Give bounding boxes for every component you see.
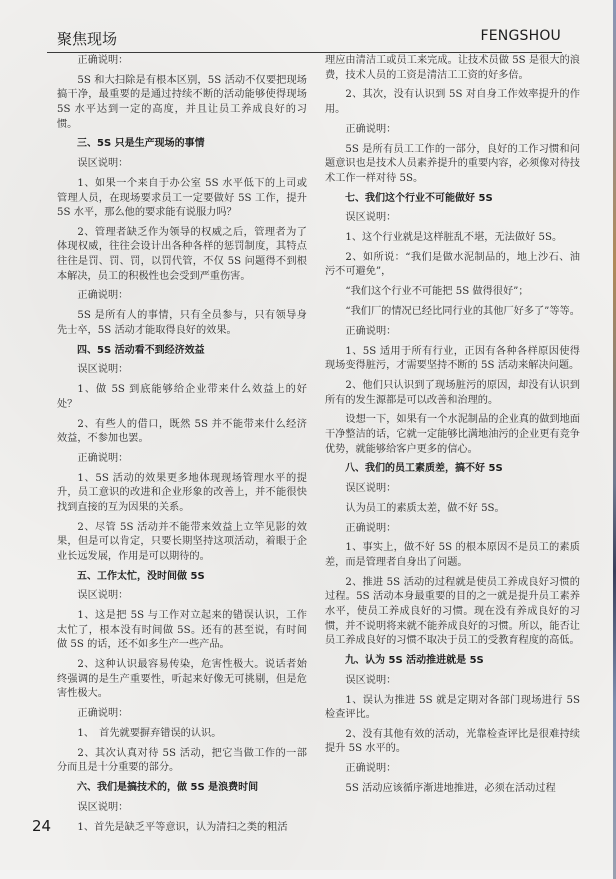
- explanation-label: 误区说明：: [345, 483, 397, 495]
- page-header: [57, 28, 561, 50]
- page-number: 24: [32, 817, 52, 835]
- explanation-label: 正确说明：: [77, 708, 129, 720]
- paragraph: 2、没有其他有效的活动，光靠检查评比是很难持续提升 5S 水平的。: [325, 728, 580, 755]
- paragraph: 2、其次，没有认识到 5S 对自身工作效率提升的作用。: [325, 89, 580, 115]
- explanation-label: 正确说明：: [77, 452, 129, 464]
- explanation-label: 正确说明：: [77, 55, 129, 66]
- paragraph: 2、尽管 5S 活动并不能带来效益上立竿见影的效果，但是可以肯定，只要长期坚持这项活动，着眼于企业长远发展，作用是可以期待的。: [57, 521, 307, 562]
- paragraph: 1、这个行业就是这样脏乱不堪，无法做好 5S。: [345, 232, 563, 244]
- explanation-label: 正确说明：: [77, 290, 129, 302]
- paragraph-continuation: 理应由清洁工或员工来完成。让技术员做 5S 是很大的浪费，技术人员的工资是清洁工工资的好多倍。: [325, 55, 580, 81]
- paragraph: 5S 和大扫除是有根本区别，5S 活动不仅要把现场搞干净，最重要的是通过持续不断的活动能够使得现场 5S 水平达到一定的高度，并且让员工养成良好的习惯。: [57, 74, 307, 130]
- explanation-label: 误区说明：: [77, 364, 129, 376]
- section-heading: 九、认为 5S 活动推进就是 5S: [345, 654, 484, 666]
- explanation-label: 误区说明：: [77, 801, 129, 813]
- section-heading: 五、工作太忙，没时间做 5S: [77, 570, 205, 582]
- paragraph: “我们这个行业不可能把 5S 做得很好”；: [345, 286, 529, 298]
- paragraph: 1、 首先就要摒弃错误的认识。: [77, 727, 222, 739]
- explanation-label: 误区说明：: [77, 158, 129, 170]
- paragraph: 5S 活动应该循序渐进地推进，必须在活动过程: [345, 783, 556, 795]
- paragraph: 1、事实上，做不好 5S 的根本原因不是员工的素质差，而是管理者自身出了问题。: [325, 542, 580, 568]
- header-rule: [47, 52, 562, 53]
- paragraph: 2、其次认真对待 5S 活动，把它当做工作的一部分而且是十分重要的部分。: [57, 747, 307, 774]
- paragraph: 2、他们只认识到了现场脏污的原因，却没有认识到所有的发生源都是可以改善和治理的。: [325, 379, 580, 406]
- paragraph: 2、推进 5S 活动的过程就是使员工养成良好习惯的过程。5S 活动本身最重要的目的之一就是提升员工素养水平，使员工养成良好的习惯。现在没有养成良好的习惯，并不说明将来就不能养成良好的习惯。所以，能否让员工养成良好的习惯不取决于员工的受教育程度的高低。: [325, 576, 580, 647]
- left-column: [57, 54, 307, 840]
- paragraph: 1、误认为推进 5S 就是定期对各部门现场进行 5S 检查评比。: [325, 694, 580, 721]
- explanation-label: 正确说明：: [345, 123, 397, 135]
- paragraph: 2、管理者缺乏作为领导的权威之后，管理者为了体现权威，往往会设计出各种各样的惩罚制度，其特点往往是罚、罚、罚，以罚代管，不仅 5S 问题得不到根本解决，员工的积极性也会受到严重伤害。: [57, 226, 307, 282]
- paragraph: 5S 是所有员工工作的一部分，良好的工作习惯和问题意识也是技术人员素养提升的重要内容，必须像对待技术工作一样对待 5S。: [325, 143, 580, 184]
- paragraph: 2、有些人的借口，既然 5S 并不能带来什么经济效益，不参加也罢。: [57, 418, 307, 445]
- paragraph: 1、这是把 5S 与工作对立起来的错误认识，工作太忙了，根本没有时间做 5S。还有的甚至说，有时间做 5S 的话，还不如多生产一些产品。: [57, 610, 307, 651]
- paragraph: 认为员工的素质太差，做不好 5S。: [345, 502, 505, 514]
- section-heading: 三、5S 只是生产现场的事情: [77, 138, 205, 150]
- explanation-label: 正确说明：: [345, 763, 397, 775]
- section-heading: 六、我们是搞技术的，做 5S 是浪费时间: [77, 782, 259, 794]
- section-heading: 四、5S 活动看不到经济效益: [77, 344, 205, 356]
- section-heading: 八、我们的员工素质差，搞不好 5S: [345, 463, 503, 475]
- paragraph: 1、5S 活动的效果更多地体现现场管理水平的提升，员工意识的改进和企业形象的改善上，并不能很快找到直接的互为因果的关系。: [57, 472, 307, 513]
- explanation-label: 误区说明：: [77, 590, 129, 602]
- paragraph: 5S 是所有人的事情，只有全员参与，只有领导身先士卒，5S 活动才能取得良好的效果。: [57, 310, 307, 336]
- paragraph: 设想一下，如果有一个水泥制品的企业真的做到地面干净整洁的话，它就一定能够比满地油污的企业更有竞争优势，就能够给客户更多的信心。: [325, 414, 580, 455]
- paragraph: 2、如所说：“我们是做水泥制品的，地上沙石、油污不可避免”，: [325, 251, 580, 278]
- explanation-label: 误区说明：: [345, 212, 397, 224]
- explanation-label: 误区说明：: [345, 674, 397, 686]
- paragraph: 1、首先是缺乏平等意识，认为清扫之类的粗活: [77, 821, 288, 833]
- magazine-brand: FENGSHOU: [480, 28, 561, 44]
- paragraph: 2、这种认识最容易传染，危害性极大。说话者始终强调的是生产重要性，听起来好像无可挑剔，但是危害性极大。: [57, 659, 307, 700]
- paragraph: 1、如果一个来自于办公室 5S 水平低下的上司或管理人员，在现场要求员工一定要做好 5S 工作，提升 5S 水平，那么他的要求能有说服力吗？: [57, 177, 307, 219]
- section-title: 聚焦现场: [57, 30, 118, 48]
- section-heading: 七、我们这个行业不可能做好 5S: [345, 192, 493, 204]
- paragraph: “我们厂的情况已经比同行业的其他厂好多了”等等。: [345, 306, 580, 317]
- right-column: [325, 54, 580, 802]
- explanation-label: 正确说明：: [345, 325, 397, 337]
- explanation-label: 正确说明：: [345, 522, 397, 534]
- paragraph: 1、做 5S 到底能够给企业带来什么效益上的好处？: [57, 384, 307, 410]
- paragraph: 1、5S 适用于所有行业，正因有各种各样原因使得现场变得脏污，才需要坚持不断的 5S 活动来解决问题。: [325, 345, 580, 372]
